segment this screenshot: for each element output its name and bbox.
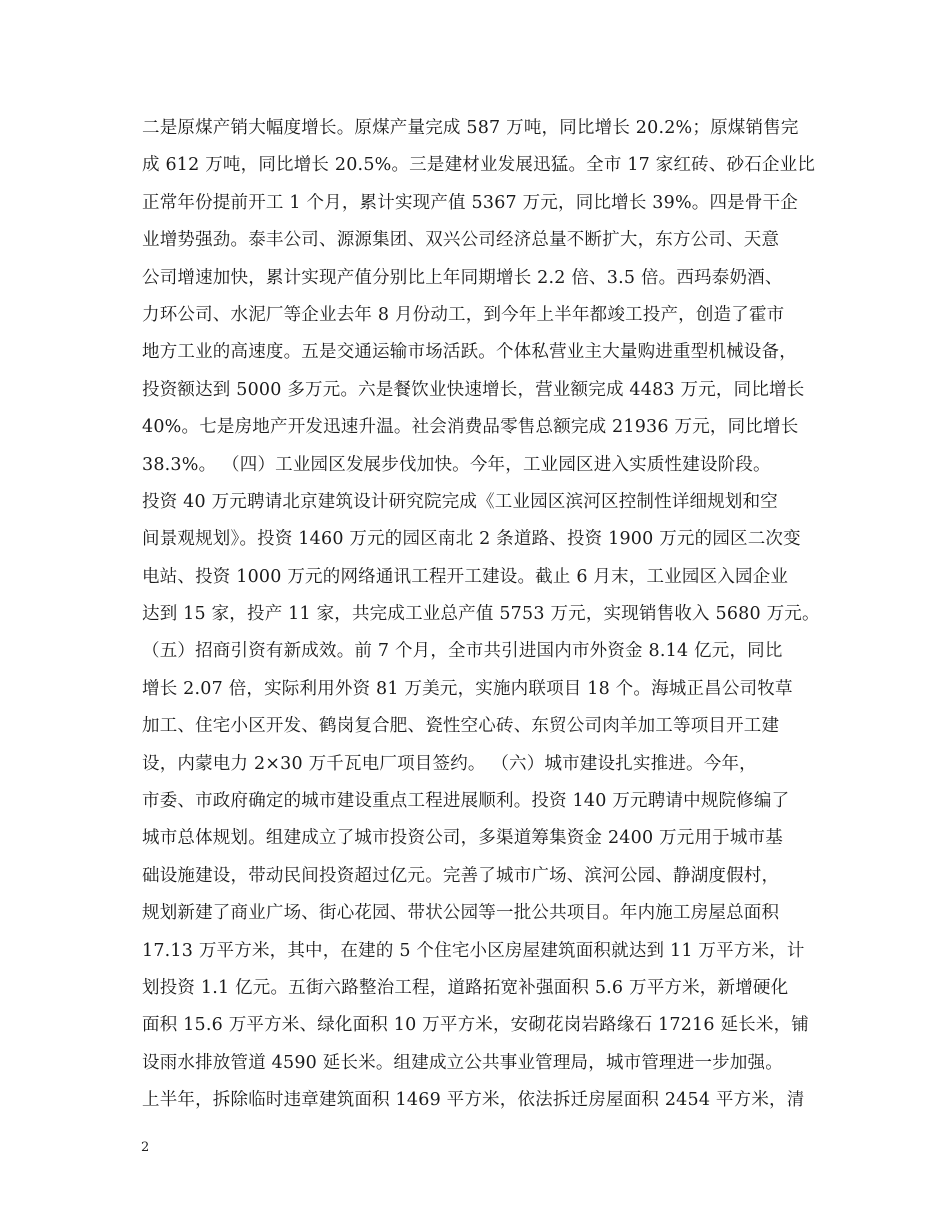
text-line: 38.3%。 （四）工业园区发展步伐加快。今年，工业园区进入实质性建设阶段。 (142, 454, 771, 475)
text-line: 增长 2.07 倍，实际利用外资 81 万美元，实施内联项目 18 个。海城正昌公司牧草 (142, 678, 793, 699)
page-number: 2 (141, 1140, 150, 1155)
text-line: 业增势强劲。泰丰公司、源源集团、双兴公司经济总量不断扩大，东方公司、天意 (142, 230, 780, 251)
text-line: 正常年份提前开工 1 个月，累计实现产值 5367 万元，同比增长 39%。四是骨干企 (142, 192, 798, 213)
text-line: 设雨水排放管道 4590 延长米。组建成立公共事业管理局，城市管理进一步加强。 (142, 1052, 783, 1073)
text-line: 地方工业的高速度。五是交通运输市场活跃。个体私营业主大量购进重型机械设备， (142, 342, 797, 363)
text-line: 面积 15.6 万平方米、绿化面积 10 万平方米，安砌花岗岩路缘石 17216 延长米，铺 (142, 1015, 809, 1036)
text-line: 市委、市政府确定的城市建设重点工程进展顺利。投资 140 万元聘请中规院修编了 (142, 791, 790, 812)
text-line: 投资 40 万元聘请北京建筑设计研究院完成《工业园区滨河区控制性详细规划和空 (142, 491, 778, 512)
text-line: 础设施建设，带动民间投资超过亿元。完善了城市广场、滨河公园、静湖度假村， (142, 865, 780, 886)
body-text (142, 110, 832, 1120)
text-line: 投资额达到 5000 多万元。六是餐饮业快速增长，营业额完成 4483 万元，同比增长 (142, 379, 805, 400)
text-line: 城市总体规划。组建成立了城市投资公司，多渠道筹集资金 2400 万元用于城市基 (142, 828, 783, 849)
text-line: 成 612 万吨，同比增长 20.5%。三是建材业发展迅猛。全市 17 家红砖、砂石企业比 (142, 155, 816, 176)
text-line: 设，内蒙电力 2×30 万千瓦电厂项目签约。 （六）城市建设扎实推进。今年， (142, 753, 757, 774)
text-line: 划投资 1.1 亿元。五街六路整治工程，道路拓宽补强面积 5.6 万平方米，新增硬化 (142, 977, 789, 998)
text-line: 公司增速加快，累计实现产值分别比上年同期增长 2.2 倍、3.5 倍。西玛泰奶酒、 (142, 267, 783, 288)
text-line: （五）招商引资有新成效。前 7 个月，全市共引进国内市外资金 8.14 亿元，同比 (142, 641, 783, 662)
text-line: 二是原煤产销大幅度增长。原煤产量完成 587 万吨，同比增长 20.2%；原煤销售完 (142, 118, 799, 138)
text-line: 电站、投资 1000 万元的网络通讯工程开工建设。截止 6 月末，工业园区入园企业 (142, 566, 789, 587)
text-line: 17.13 万平方米，其中，在建的 5 个住宅小区房屋建筑面积就达到 11 万平方米，计 (142, 940, 805, 961)
text-line: 加工、住宅小区开发、鹤岗复合肥、瓷性空心砖、东贸公司肉羊加工等项目开工建 (142, 716, 780, 737)
text-line: 达到 15 家，投产 11 家，共完成工业总产值 5753 万元，实现销售收入 5680 万元。 (142, 604, 820, 625)
text-line: 上半年，拆除临时违章建筑面积 1469 平方米，依法拆迁房屋面积 2454 平方米，清 (142, 1090, 805, 1111)
text-line: 40%。七是房地产开发迅速升温。社会消费品零售总额完成 21936 万元，同比增长 (142, 417, 799, 438)
text-line: 规划新建了商业广场、街心花园、带状公园等一批公共项目。年内施工房屋总面积 (142, 903, 780, 924)
text-line: 间景观规划》。投资 1460 万元的园区南北 2 条道路、投资 1900 万元的园区二次变 (142, 529, 801, 550)
text-line: 力环公司、水泥厂等企业去年 8 月份动工，到今年上半年都竣工投产，创造了霍市 (142, 304, 785, 325)
